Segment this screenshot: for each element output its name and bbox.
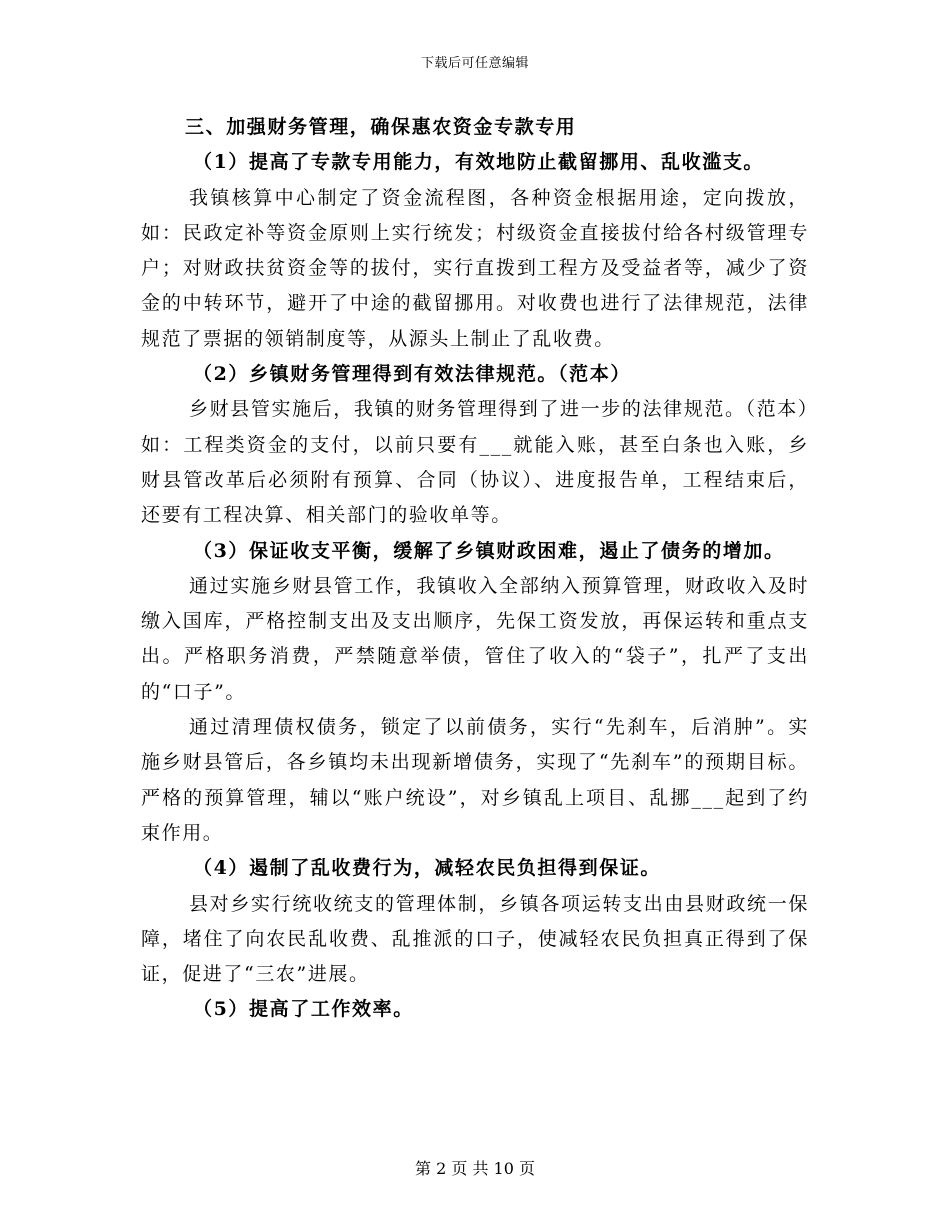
subheading-5: （5）提高了工作效率。 — [193, 998, 414, 1021]
paragraph: 县对乡实行统收统支的管理体制，乡镇各项运转支出由县财政统一保障，堵住了向农民乱收费、乱推派的口子，使减轻农民负担真正得到了保证，促进了“三农”进展。 — [141, 892, 809, 986]
subheading-3: （3）保证收支平衡，缓解了乡镇财政困难，遏止了债务的增加。 — [193, 539, 785, 562]
subheading-4: （4）遏制了乱收费行为，减轻农民负担得到保证。 — [193, 857, 662, 880]
paragraph: 乡财县管实施后，我镇的财务管理得到了进一步的法律规范。（范本）如：工程类资金的支付，以前只要有___就能入账，甚至白条也入账，乡财县管改革后必须附有预算、合同（协议）、进度报告单，工程结束后，还要有工程决算、相关部门的验收单等。 — [141, 398, 809, 527]
page-header: 下载后可任意编辑 — [420, 56, 529, 71]
page-number: 第 2 页 共 10 页 — [415, 1159, 535, 1178]
paragraph: 通过实施乡财县管工作，我镇收入全部纳入预算管理，财政收入及时缴入国库，严格控制支出及支出顺序，先保工资发放，再保运转和重点支出。严格职务消费，严禁随意举债，管住了收入的“袋子”，扎严了支出的“口子”。 — [141, 574, 809, 703]
subheading-2: （2）乡镇财务管理得到有效法律规范。（范本） — [193, 363, 631, 386]
document-body — [141, 110, 809, 1028]
paragraph: 我镇核算中心制定了资金流程图，各种资金根据用途，定向拨放，如：民政定补等资金原则上实行统发；村级资金直接拔付给各村级管理专户；对财政扶贫资金等的拔付，实行直拨到工程方及受益者等，减少了资金的中转环节，避开了中途的截留挪用。对收费也进行了法律规范，法律规范了票据的领销制度等，从源头上制止了乱收费。 — [141, 186, 809, 350]
subheading-1: （1）提高了专款专用能力，有效地防止截留挪用、乱收滥支。 — [193, 151, 765, 174]
paragraph: 通过清理债权债务，锁定了以前债务，实行“先刹车，后消肿”。实施乡财县管后，各乡镇均未出现新增债务，实现了“先刹车”的预期目标。严格的预算管理，辅以“账户统设”，对乡镇乱上项目、乱挪___起到了约束作用。 — [141, 716, 809, 844]
section-title: 三、加强财务管理，确保惠农资金专款专用 — [185, 116, 577, 138]
